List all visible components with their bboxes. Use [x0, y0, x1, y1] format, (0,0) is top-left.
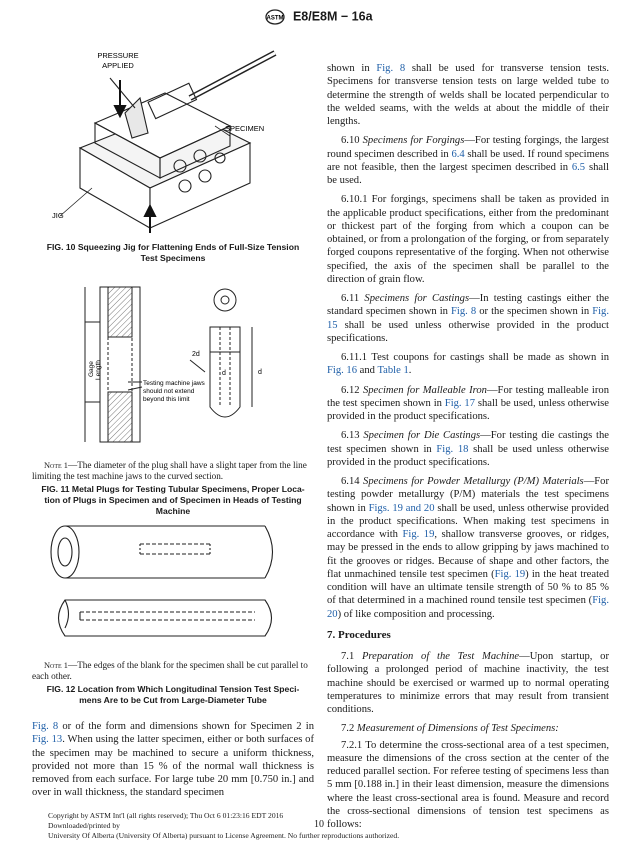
text: —Upon startup, or following a prolonged period of machine inactivity, the test machine should be exercised or warmed up to normal operating temperatures to minimize errors that may result from transient conditions.	[327, 651, 609, 715]
text: —In testing castings either the standard specimen shown in	[327, 293, 609, 318]
text: 6.10	[341, 135, 363, 147]
link-fig8[interactable]: Fig. 8	[451, 306, 477, 318]
text: ) of like composition and processing.	[337, 608, 495, 620]
footer-line1: Copyright by ASTM Int'l (all rights reserved); Thu Oct 6 01:23:16 EDT 2016	[48, 811, 284, 820]
section-title: Specimens for Powder Metallurgy (P/M) Materials	[363, 476, 584, 487]
paragraph-6-10-1: 6.10.1 For forgings, specimens shall be taken as provided in the applicable product specifications, either from the predominant or thickest part of the forging from which a coupon can be obtained, or from a prolongation of the forging, or from separately forged coupons representative of the forging. When not otherwise specified, the axis of the specimen shall be parallel to the direction of grain flow.	[327, 194, 609, 285]
text: ) in the heat treated condition will have an ultimate tensile strength of 50 % to 85 % of that determined in a machined round tensile test specimen (	[327, 568, 610, 607]
paragraph-7-2	[327, 722, 609, 735]
fig11-caption-line1: FIG. 11 Metal Plugs for Testing Tubular Specimens, Proper Loca-	[41, 484, 305, 494]
section-title: Measurement of Dimensions of Test Specimens:	[356, 723, 559, 735]
link-fig19[interactable]: Fig. 19	[494, 568, 526, 580]
fig12-caption	[32, 684, 314, 706]
link-fig8[interactable]: Fig. 8	[376, 63, 406, 74]
right-column-text	[327, 62, 609, 837]
label-length: Length	[95, 360, 102, 380]
section-title: Preparation of the Test Machine	[361, 651, 520, 662]
fig11-note	[32, 460, 314, 482]
text: shall be used unless otherwise provided in the product specifications.	[327, 319, 609, 344]
text: 6.13	[341, 430, 364, 442]
section-heading-procedures: 7. Procedures	[327, 628, 391, 641]
paragraph-6-11-1	[327, 351, 609, 378]
link-6-4[interactable]: 6.4	[451, 148, 465, 160]
text: 7.2	[341, 723, 357, 735]
label-specimen: SPECIMEN	[225, 124, 265, 133]
fig12-note-label: Note 1	[44, 661, 68, 670]
text: 6.11.1 Test coupons for castings shall be made as shown in	[341, 352, 609, 363]
fig12-caption-line1: FIG. 12 Location from Which Longitudinal Tension Test Speci-	[46, 684, 300, 694]
copyright-footer	[48, 811, 399, 841]
label-jaws-line2: should not extend	[143, 388, 195, 395]
fig10-squeezing-jig-drawing	[40, 38, 310, 233]
astm-logo-icon	[265, 9, 285, 25]
fig11-note-label: Note 1	[44, 461, 68, 470]
page-header	[0, 9, 638, 25]
fig11-caption-line3: Machine	[155, 506, 191, 516]
label-pressure: PRESSURE	[97, 51, 139, 60]
paragraph-6-14	[327, 475, 609, 621]
label-jaws-line3: beyond this limit	[143, 396, 190, 403]
paragraph-6-12	[327, 384, 609, 424]
fig12-large-tube-drawing	[40, 520, 310, 650]
section-title: Specimens for Castings	[364, 293, 470, 304]
label-jig: JIG	[52, 211, 64, 220]
left-text-part: . When using the latter specimen, either or both surfaces of the specimen may be machined to secure a uniform thickness, provided not more than 15 % of the normal wall thickness is removed from each surface. For large tube 20 mm [0.750 in.] and over in wall thickness, the standard specimen	[32, 734, 314, 799]
link-fig15[interactable]: Fig. 15	[327, 306, 609, 331]
text: —For testing powder metallurgy (P/M) materials the test specimens shown in	[327, 476, 609, 514]
document-designation: E8/E8M − 16a	[292, 9, 373, 24]
fig12-caption-line2: mens Are to be Cut from Large-Diameter Tube	[79, 695, 267, 705]
text: shall be used unless otherwise provided in the product specifications.	[327, 443, 610, 468]
label-jaws-line1: Testing machine jaws	[143, 380, 205, 387]
link-figs-19-20[interactable]: Figs. 19 and 20	[368, 502, 435, 514]
text: 6.11	[341, 293, 365, 304]
link-fig13[interactable]: Fig. 13	[32, 734, 63, 746]
text: 6.14	[341, 476, 364, 487]
paragraph-6-10	[327, 134, 609, 187]
link-6-5[interactable]: 6.5	[571, 161, 586, 173]
text: shall be used for transverse tension tests. Specimens for transverse tension tests on large welded tube to determine the strength of welds shall be located perpendicular to the welded seams, with the welds at about the middle of their lengths.	[327, 63, 609, 127]
label-gage: Gage	[88, 361, 95, 377]
paragraph-6-11	[327, 292, 609, 345]
text: and	[357, 365, 378, 377]
link-fig17[interactable]: Fig. 17	[444, 397, 476, 409]
label-d-vertical: d	[258, 369, 262, 376]
paragraph-7-2-1: 7.2.1 To determine the cross-sectional area of a test specimen, measure the dimensions of the cross section at the center of the reduced parallel section. For referee testing of specimens less than 5 mm [0.188 in.] in their least dimension, measure the dimensions where the least cross-sectional area is found. Measure and record the cross-sectional dimensions of tension test specimens as follows:	[327, 739, 609, 830]
paragraph-7-1	[327, 650, 609, 716]
left-column-text	[32, 720, 314, 806]
link-fig8[interactable]: Fig. 8	[32, 721, 59, 732]
text: 7.1	[341, 651, 362, 662]
text: —For testing die castings the test specimen shown in	[327, 430, 609, 455]
text: or the specimen shown in	[476, 306, 593, 318]
link-fig20[interactable]: Fig. 20	[327, 595, 609, 620]
fig10-caption-line1: FIG. 10 Squeezing Jig for Flattening Ends of Full-Size Tension	[46, 242, 300, 252]
text: —For testing forgings, the largest round specimen described in	[327, 135, 609, 160]
section-title: Specimen for Malleable Iron	[362, 384, 487, 396]
link-fig18[interactable]: Fig. 18	[436, 443, 469, 455]
link-table1[interactable]: Table 1	[377, 365, 409, 377]
text: shall be used. If round specimens are not feasible, then the largest specimen described in	[327, 148, 609, 173]
paragraph-6-13	[327, 429, 609, 469]
section-title: Specimen for Die Castings	[363, 430, 481, 442]
text: , shallow transverse grooves, or ridges, may be pressed in the ends to allow gripping by jaws machined to fit the grooves or ridges. Because of shape and other factors, the flat unmachined tensile test specimen (	[327, 529, 610, 580]
fig11-note-text: —The diameter of the plug shall have a slight taper from the line limiting the test machine jaws to the curved section.	[32, 460, 307, 481]
svg-text:ASTM: ASTM	[266, 15, 284, 22]
text: shall be used.	[327, 161, 609, 186]
fig11-metal-plugs-drawing	[80, 282, 290, 447]
text: 6.12	[341, 384, 363, 396]
text: shall be used, unless otherwise provided in the product specifications.	[327, 397, 609, 422]
footer-line2: Downloaded/printed by	[48, 821, 120, 830]
fig11-caption-line2: tion of Plugs in Specimen and of Specimen in Heads of Testing	[44, 495, 302, 505]
text: —For testing malleable iron the test specimen shown in	[327, 384, 609, 409]
page-number: 10	[314, 819, 324, 830]
paragraph-continued	[327, 62, 609, 128]
fig12-note-text: —The edges of the blank for the specimen shall be cut parallel to each other.	[32, 660, 308, 681]
text: .	[408, 365, 412, 377]
left-paragraph	[32, 720, 314, 800]
label-d: d	[222, 370, 226, 377]
label-2d: 2d	[192, 351, 200, 358]
text: shown in	[327, 63, 377, 74]
text: shall be used, unless otherwise provided in the product specifications. When making test specimens in accordance with	[327, 502, 609, 540]
link-fig19[interactable]: Fig. 19	[402, 529, 435, 540]
fig10-caption-line2: Test Specimens	[140, 253, 206, 263]
fig10-caption	[32, 242, 314, 264]
fig11-caption	[32, 484, 314, 517]
footer-line3: University Of Alberta (University Of Alberta) pursuant to License Agreement. No further reproductions authorized.	[48, 831, 400, 840]
left-text-part: or of the form and dimensions shown for Specimen 2 in	[58, 721, 314, 732]
label-applied: APPLIED	[102, 61, 134, 70]
link-fig16[interactable]: Fig. 16	[327, 365, 358, 377]
section-title: Specimens for Forgings	[362, 135, 465, 147]
fig12-note	[32, 660, 314, 682]
